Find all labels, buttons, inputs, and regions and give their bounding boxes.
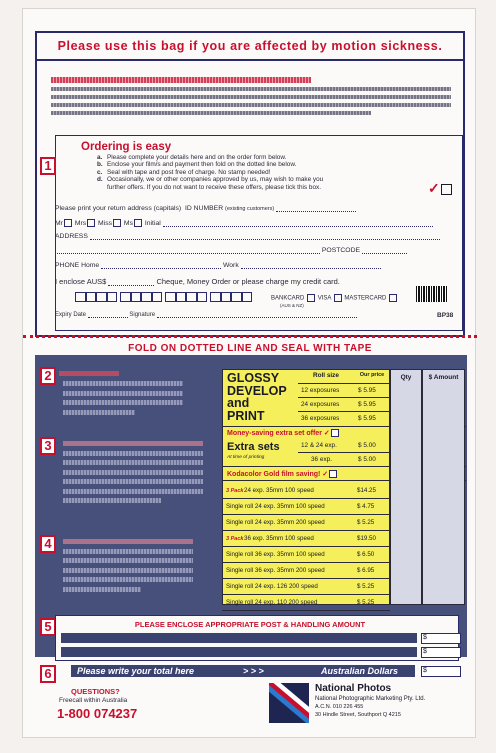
film-desc: 24 exp. 35mm 100 speed xyxy=(244,487,314,494)
arrows: > > > xyxy=(243,666,264,676)
total-label: Please write your total here xyxy=(77,666,195,676)
kodacolor-offer: Kodacolor Gold film saving! ✓ xyxy=(227,470,338,478)
enclose-label: I enclose AUS$ xyxy=(55,277,107,286)
title-mr: Mr xyxy=(55,219,63,227)
work-phone-field[interactable] xyxy=(241,263,381,269)
freecall-phone[interactable]: 1-800 074237 xyxy=(57,706,138,721)
company-legal: National Photographic Marketing Pty. Ltd. xyxy=(315,696,426,702)
home-label: Home xyxy=(81,262,100,269)
form-code: BP38 xyxy=(437,312,454,319)
step-3-marker: 3 xyxy=(40,437,56,455)
qty-column[interactable] xyxy=(390,369,422,605)
total-amount-field[interactable]: $ xyxy=(421,666,461,677)
questions-label: QUESTIONS? xyxy=(71,687,120,696)
signature-label: Signature xyxy=(129,312,156,318)
total-bar xyxy=(71,665,415,677)
ordering-title: Ordering is easy xyxy=(81,141,172,153)
company-acn: A.C.N. 010 226 455 xyxy=(315,704,364,710)
film-price: $19.50 xyxy=(357,535,376,542)
freecall-label: Freecall within Australia xyxy=(59,697,128,704)
barcode xyxy=(416,286,448,302)
amount-header: $ Amount xyxy=(428,374,459,381)
id-number-note: (existing customers) xyxy=(225,206,275,212)
bankcard-label: BANKCARD xyxy=(271,295,305,302)
film-desc: Single roll 36 exp. 35mm 200 speed xyxy=(226,567,325,574)
id-number-label: ID NUMBER xyxy=(184,205,224,212)
order-form-page xyxy=(22,8,476,738)
divider xyxy=(298,452,391,453)
film-price: $ 4.75 xyxy=(357,503,375,510)
amount-column[interactable] xyxy=(422,369,465,605)
title-row xyxy=(55,219,433,227)
company-address: 30 Hindle Street, Southport Q 4215 xyxy=(315,712,401,718)
home-phone-field[interactable] xyxy=(101,263,221,269)
title-mrs: Mrs xyxy=(74,219,87,227)
post-option-blurred xyxy=(61,647,417,657)
extra-set-checkbox[interactable] xyxy=(331,429,339,437)
step-key: a. xyxy=(97,154,103,161)
step-key: c. xyxy=(97,168,103,176)
roll-size-header: Roll size xyxy=(313,372,339,379)
currency-label: Australian Dollars xyxy=(321,666,399,676)
bankcard-note: (AUS & NZ) xyxy=(280,303,304,308)
post-amount-field[interactable]: $ xyxy=(421,633,461,644)
step-2-marker: 2 xyxy=(40,367,56,385)
table-row xyxy=(222,499,390,515)
expiry-row xyxy=(55,312,357,318)
expiry-field[interactable] xyxy=(88,312,128,318)
film-desc: Single roll 24 exp. 35mm 200 speed xyxy=(226,519,325,526)
price-table: GLOSSY DEVELOP and PRINT Roll size Our price 12 exposures $ 5.95 24 exposures $ 5.95 36 exposures $ 5.95 Money-saving extra set offer ✓ Extra sets At time of printing 12 & 24 exp. $ 5.00 36 exp. $ 5.00 Kodacolor Gold film saving! ✓ xyxy=(222,369,390,605)
table-row xyxy=(222,547,390,563)
opt-out-checkbox[interactable] xyxy=(441,184,452,195)
bankcard-checkbox[interactable] xyxy=(307,294,315,302)
visa-label: VISA xyxy=(317,295,332,302)
address-row xyxy=(55,233,440,240)
film-price: $ 5.25 xyxy=(357,583,375,590)
national-photos-logo xyxy=(269,683,309,723)
initial-label: Initial xyxy=(144,219,161,227)
glossy-label: GLOSSY DEVELOP and PRINT xyxy=(227,371,287,423)
tick-mark-icon: ✓ xyxy=(428,180,440,196)
post-amount-field-2[interactable]: $ xyxy=(421,647,461,658)
film-desc: Single roll 24 exp. 35mm 100 speed xyxy=(226,503,325,510)
card-number-boxes[interactable] xyxy=(75,292,255,302)
phone-label: PHONE xyxy=(55,262,80,269)
extra-sets-label: Extra sets xyxy=(227,441,280,453)
step-text: Seal with tape and post free of charge. No stamp needed! xyxy=(107,168,271,176)
table-row xyxy=(222,563,390,579)
table-row xyxy=(222,531,390,547)
ordering-steps xyxy=(97,154,323,191)
qty-header: Qty xyxy=(400,374,412,381)
divider xyxy=(298,383,391,384)
table-row xyxy=(222,483,390,499)
title-ms: Ms xyxy=(123,219,133,227)
address-field[interactable] xyxy=(90,234,440,240)
film-price: $ 5.25 xyxy=(357,599,375,606)
return-address-label: Please print your return address (capitals) xyxy=(55,205,182,212)
step-4-marker: 4 xyxy=(40,535,56,553)
title-miss: Miss xyxy=(98,219,113,227)
film-price: $14.25 xyxy=(357,487,376,494)
fold-instruction: FOLD ON DOTTED LINE AND SEAL WITH TAPE xyxy=(128,343,372,354)
title-ms-checkbox[interactable] xyxy=(134,219,142,227)
step-1-marker: 1 xyxy=(40,157,56,175)
address-field-2[interactable] xyxy=(55,248,320,254)
film-desc: Single roll 36 exp. 35mm 100 speed xyxy=(226,551,325,558)
film-price: $ 6.50 xyxy=(357,551,375,558)
extra-sets-note: At time of printing xyxy=(227,455,265,460)
pack-label: 3 Pack xyxy=(226,536,244,542)
film-price: $ 6.95 xyxy=(357,567,375,574)
section-2-heading-blurred xyxy=(59,371,119,376)
title-miss-checkbox[interactable] xyxy=(113,219,121,227)
return-address-row xyxy=(55,205,356,212)
id-number-field[interactable] xyxy=(276,206,356,212)
post-option-blurred xyxy=(61,633,417,643)
post-handling-title: PLEASE ENCLOSE APPROPRIATE POST & HANDLING AMOUNT xyxy=(134,620,366,629)
address-label: ADDRESS xyxy=(55,233,88,240)
section-3-text-blurred xyxy=(63,441,203,508)
film-desc: Single roll 24 exp. 126 200 speed xyxy=(226,583,318,590)
film-price: $ 5.25 xyxy=(357,519,375,526)
visa-checkbox[interactable] xyxy=(334,294,342,302)
company-name: National Photos xyxy=(315,683,392,694)
divider xyxy=(298,411,391,412)
title-mrs-checkbox[interactable] xyxy=(87,219,95,227)
step-text: Occasionally, we or other companies approved by us, may wish to make you xyxy=(107,176,324,184)
kodacolor-checkbox[interactable] xyxy=(329,470,337,478)
section-2-text-blurred xyxy=(63,381,183,419)
section-4-text-blurred xyxy=(63,539,193,596)
step-text: Please complete your details here and on the order form below. xyxy=(107,154,287,161)
signature-field[interactable] xyxy=(157,312,357,318)
work-label: Work xyxy=(222,262,239,269)
mastercard-label: MASTERCARD xyxy=(344,295,387,302)
step-text: further offers. If you do not want to receive these offers, please tick this box. xyxy=(107,183,321,191)
cheque-text: Cheque, Money Order or please charge my credit card. xyxy=(156,277,340,286)
step-5-marker: 5 xyxy=(40,618,56,636)
fold-dotted-line xyxy=(23,335,477,338)
table-row xyxy=(222,595,390,611)
table-row xyxy=(222,579,390,595)
postcode-field[interactable] xyxy=(362,248,407,254)
table-row xyxy=(222,515,390,531)
film-desc: Single roll 24 exp. 110 200 speed xyxy=(226,599,318,606)
mastercard-checkbox[interactable] xyxy=(389,294,397,302)
intro-text-blurred xyxy=(51,87,451,119)
payment-row xyxy=(55,277,340,286)
postcode-row xyxy=(55,247,407,254)
header-divider xyxy=(35,59,465,61)
page-header: Please use this bag if you are affected by motion sickness. xyxy=(57,39,443,53)
phone-row xyxy=(55,262,381,269)
postcode-label: POSTCODE xyxy=(321,247,361,254)
step-text: Enclose your film/s and payment then fold on the dotted line below. xyxy=(107,161,297,169)
intro-heading-blurred xyxy=(51,77,311,83)
our-price-header: Our price xyxy=(359,372,385,378)
extra-set-offer: Money-saving extra set offer ✓ xyxy=(227,429,340,437)
title-mr-checkbox[interactable] xyxy=(64,219,72,227)
film-desc: 36 exp. 35mm 100 speed xyxy=(244,535,314,542)
step-key: d. xyxy=(97,176,103,184)
expiry-label: Expiry Date xyxy=(55,312,87,318)
divider xyxy=(298,397,391,398)
enclose-amount-field[interactable] xyxy=(108,280,154,286)
name-field[interactable] xyxy=(163,221,433,227)
step-key: b. xyxy=(97,161,103,169)
step-6-marker: 6 xyxy=(40,665,56,683)
card-type-row xyxy=(271,294,398,302)
pack-label: 3 Pack xyxy=(226,488,244,494)
